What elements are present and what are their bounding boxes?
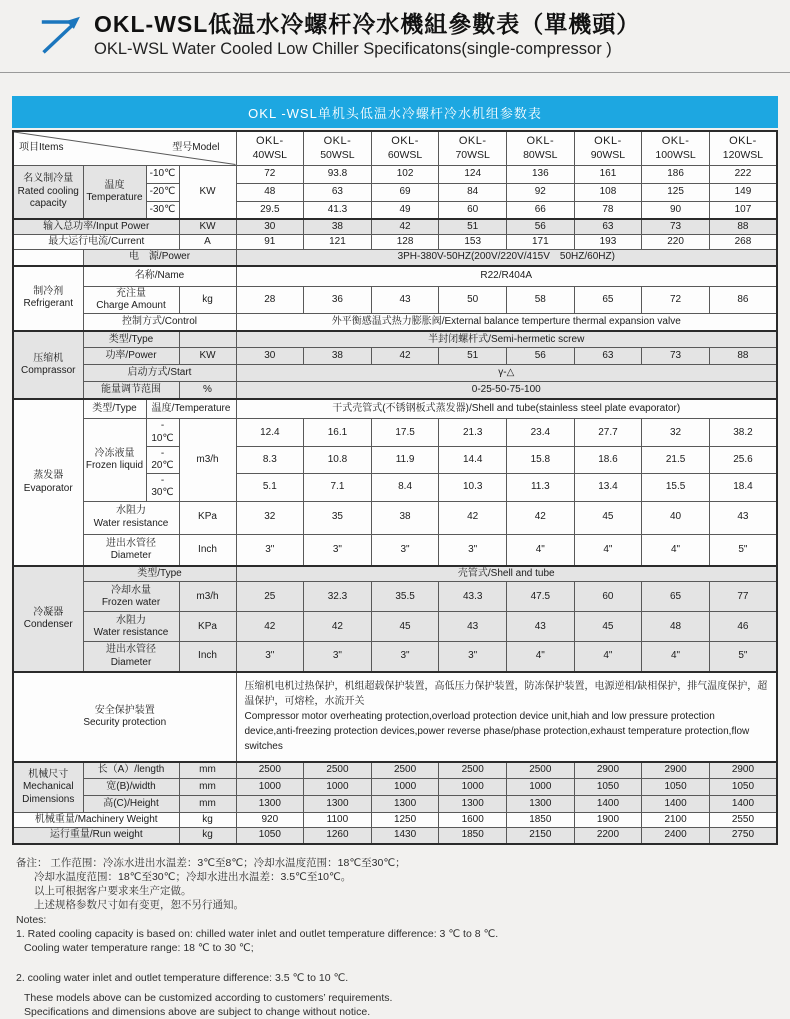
value-cell: 1000 (507, 779, 575, 796)
value-cell: 36 (304, 287, 372, 314)
value-cell: 69 (371, 183, 439, 201)
value-cell: 2900 (574, 762, 642, 779)
value-cell: 21.5 (642, 446, 710, 473)
value-cell: 3" (439, 642, 507, 672)
row-label: KW (179, 219, 236, 235)
row-label: 类型/Type (83, 331, 179, 348)
value-cell: 2400 (642, 828, 710, 844)
model-header: OKL- 80WSL (507, 131, 575, 165)
value-cell: 128 (371, 235, 439, 250)
row-label: 安全保护装置 Security protection (13, 672, 236, 762)
value-cell: 2500 (371, 762, 439, 779)
value-cell: 153 (439, 235, 507, 250)
row-label: 控制方式/Control (83, 314, 236, 331)
row-label: 冷凝器 Condenser (13, 566, 83, 672)
value-cell: 84 (439, 183, 507, 201)
value-cell: 10.3 (439, 474, 507, 501)
row-label: 温度/Temperature (146, 399, 236, 419)
value-cell: 42 (507, 501, 575, 534)
table-banner: OKL -WSL单机头低温水冷螺杆冷水机组参数表 (12, 96, 778, 128)
model-label: 型号Model (172, 142, 220, 154)
span-value-cell: 干式壳管式(不锈钢板式蒸发器)/Shell and tube(stainless steel plate evaporator) (236, 399, 777, 419)
value-cell: 1050 (642, 779, 710, 796)
value-cell: 1600 (439, 813, 507, 828)
value-cell: 43 (507, 612, 575, 642)
value-cell: 1050 (236, 828, 304, 844)
value-cell: 3" (236, 642, 304, 672)
value-cell: 66 (507, 201, 575, 219)
row-label: KPa (179, 501, 236, 534)
row-label: 类型/Type (83, 399, 146, 419)
model-header: OKL- 50WSL (304, 131, 372, 165)
row-label: -30℃ (146, 201, 179, 219)
title-block (94, 10, 640, 59)
note-line: 2. cooling water inlet and outlet temperature difference: 3.5 ℃ to 10 ℃. (16, 972, 349, 985)
value-cell: 4" (507, 534, 575, 566)
value-cell: 2500 (507, 762, 575, 779)
spec-table (12, 130, 778, 845)
value-cell: 5.1 (236, 474, 304, 501)
value-cell: 2900 (642, 762, 710, 779)
value-cell: 149 (709, 183, 777, 201)
value-cell: 1900 (574, 813, 642, 828)
value-cell: 56 (507, 348, 575, 365)
row-label: 名义制冷量 Rated cooling capacity (13, 165, 83, 219)
value-cell: 51 (439, 348, 507, 365)
value-cell: 43 (371, 287, 439, 314)
span-value-cell: 壳管式/Shell and tube (236, 566, 777, 582)
value-cell: 3" (371, 534, 439, 566)
value-cell: 42 (236, 612, 304, 642)
value-cell: 73 (642, 348, 710, 365)
value-cell: 48 (236, 183, 304, 201)
value-cell: 93.8 (304, 165, 372, 183)
value-cell: 35 (304, 501, 372, 534)
value-cell: 92 (507, 183, 575, 201)
row-label (13, 250, 83, 266)
value-cell: 32 (236, 501, 304, 534)
row-label: % (179, 382, 236, 399)
value-cell: 4" (642, 642, 710, 672)
row-label: - 20℃ (146, 446, 179, 473)
value-cell: 1850 (507, 813, 575, 828)
row-label: 最大运行电流/Current (13, 235, 179, 250)
row-label: - 30℃ (146, 474, 179, 501)
span-value-cell: 压缩机电机过热保护，机组超载保护装置，高低压力保护装置，防冻保护装置，电源逆相/缺相保护，排气温度保护，超温保护，可熔栓，水流开关 Compressor motor overheating protection,overload protection device unit,hiah and low pressure protection device,anti-freezing protection devices,power reverse phase/phase protection,exhaust temperature protection,flow switches (236, 672, 777, 762)
value-cell: 8.3 (236, 446, 304, 473)
value-cell: 2550 (709, 813, 777, 828)
value-cell: 2900 (709, 762, 777, 779)
row-label: 蒸发器 Evaporator (13, 399, 83, 566)
model-header: OKL- 100WSL (642, 131, 710, 165)
value-cell: 1430 (371, 828, 439, 844)
value-cell: 4" (642, 534, 710, 566)
value-cell: 107 (709, 201, 777, 219)
row-label: Inch (179, 534, 236, 566)
row-label: mm (179, 762, 236, 779)
span-value-cell: 半封闭螺杆式/Semi-hermetic screw (236, 331, 777, 348)
value-cell: 11.3 (507, 474, 575, 501)
value-cell: 30 (236, 219, 304, 235)
row-label: 类型/Type (83, 566, 236, 582)
row-label: A (179, 235, 236, 250)
row-label: 运行重量/Run weight (13, 828, 179, 844)
value-cell: 13.4 (574, 474, 642, 501)
value-cell: 1400 (642, 796, 710, 813)
page-header (0, 0, 790, 60)
value-cell: 222 (709, 165, 777, 183)
value-cell: 38 (304, 348, 372, 365)
value-cell: 108 (574, 183, 642, 201)
value-cell: 1300 (304, 796, 372, 813)
value-cell: 121 (304, 235, 372, 250)
value-cell: 5" (709, 534, 777, 566)
value-cell: 56 (507, 219, 575, 235)
row-label: 高(C)/Height (83, 796, 179, 813)
span-value-cell: R22/R404A (236, 266, 777, 287)
value-cell: 1850 (439, 828, 507, 844)
row-label: 水阻力 Water resistance (83, 501, 179, 534)
row-label: 进出水管径 Diameter (83, 534, 179, 566)
value-cell: 16.1 (304, 419, 372, 446)
value-cell: 1260 (304, 828, 372, 844)
row-label: kg (179, 828, 236, 844)
row-label: 冷却水量 Frozen water (83, 582, 179, 612)
model-header: OKL- 40WSL (236, 131, 304, 165)
value-cell: 220 (642, 235, 710, 250)
value-cell: 920 (236, 813, 304, 828)
value-cell: 78 (574, 201, 642, 219)
value-cell: 50 (439, 287, 507, 314)
value-cell: 1000 (304, 779, 372, 796)
row-label: 压缩机 Comprassor (13, 331, 83, 399)
note-line: Cooling water temperature range: 18 ℃ to 30 ℃; (24, 942, 254, 955)
value-cell: 1000 (236, 779, 304, 796)
row-label: kg (179, 287, 236, 314)
value-cell: 1250 (371, 813, 439, 828)
value-cell: 1300 (507, 796, 575, 813)
row-label: 功率/Power (83, 348, 179, 365)
value-cell: 49 (371, 201, 439, 219)
value-cell: 1300 (371, 796, 439, 813)
value-cell: 15.5 (642, 474, 710, 501)
spec-table-wrapper (12, 130, 778, 845)
model-header: OKL- 70WSL (439, 131, 507, 165)
span-value-cell: 3PH-380V-50HZ(200V/220V/415V 50HZ/60HZ) (236, 250, 777, 266)
row-label: KW (179, 348, 236, 365)
value-cell: 2200 (574, 828, 642, 844)
value-cell: 77 (709, 582, 777, 612)
value-cell: 65 (574, 287, 642, 314)
value-cell: 60 (439, 201, 507, 219)
row-label: 制冷剂 Refrigerant (13, 266, 83, 331)
value-cell: 1300 (236, 796, 304, 813)
row-label: KPa (179, 612, 236, 642)
note-line: 1. Rated cooling capacity is based on: chilled water inlet and outlet temperature difference: 3 ℃ to 8 ℃. (16, 927, 499, 940)
row-label: 机械重量/Machinery Weight (13, 813, 179, 828)
value-cell: 73 (642, 219, 710, 235)
span-value-cell: 外平衡感温式热力膨胀阀/External balance temperture thermal expansion valve (236, 314, 777, 331)
row-label: -10℃ (146, 165, 179, 183)
row-label: 水阻力 Water resistance (83, 612, 179, 642)
value-cell: 30 (236, 348, 304, 365)
value-cell: 5" (709, 642, 777, 672)
row-label: m3/h (179, 419, 236, 501)
note-line: Notes: (16, 913, 47, 926)
row-label: 温度 Temperature (83, 165, 146, 219)
row-label: Inch (179, 642, 236, 672)
notes-section (16, 856, 776, 1019)
value-cell: 43.3 (439, 582, 507, 612)
value-cell: 21.3 (439, 419, 507, 446)
value-cell: 47.5 (507, 582, 575, 612)
row-label: mm (179, 796, 236, 813)
row-label: 机械尺寸 Mechanical Dimensions (13, 762, 83, 813)
value-cell: 3" (439, 534, 507, 566)
page-subtitle: OKL-WSL Water Cooled Low Chiller Specificatons(single-compressor ) (94, 39, 612, 58)
row-label: 名称/Name (83, 266, 236, 287)
span-value-cell: γ-△ (236, 365, 777, 382)
value-cell: 7.1 (304, 474, 372, 501)
note-line: 以上可根据客户要求来生产定做。 (34, 885, 192, 898)
value-cell: 65 (642, 582, 710, 612)
value-cell: 124 (439, 165, 507, 183)
value-cell: 18.4 (709, 474, 777, 501)
value-cell: 171 (507, 235, 575, 250)
header-divider (0, 72, 790, 73)
row-label: -20℃ (146, 183, 179, 201)
value-cell: 2500 (439, 762, 507, 779)
value-cell: 17.5 (371, 419, 439, 446)
note-line: 上述规格参数尺寸如有变更，恕不另行通知。 (34, 899, 244, 912)
value-cell: 1400 (574, 796, 642, 813)
value-cell: 38.2 (709, 419, 777, 446)
value-cell: 1050 (574, 779, 642, 796)
row-label: 电 源/Power (83, 250, 236, 266)
value-cell: 32.3 (304, 582, 372, 612)
value-cell: 1000 (439, 779, 507, 796)
note-line: These models above can be customized according to customers’ requirements. (24, 991, 393, 1004)
value-cell: 38 (371, 501, 439, 534)
value-cell: 63 (304, 183, 372, 201)
value-cell: 4" (574, 534, 642, 566)
value-cell: 28 (236, 287, 304, 314)
value-cell: 35.5 (371, 582, 439, 612)
value-cell: 25 (236, 582, 304, 612)
value-cell: 2500 (304, 762, 372, 779)
value-cell: 27.7 (574, 419, 642, 446)
value-cell: 2500 (236, 762, 304, 779)
value-cell: 91 (236, 235, 304, 250)
value-cell: 161 (574, 165, 642, 183)
value-cell: 4" (507, 642, 575, 672)
row-label: - 10℃ (146, 419, 179, 446)
value-cell: 186 (642, 165, 710, 183)
value-cell: 48 (642, 612, 710, 642)
value-cell: 1400 (709, 796, 777, 813)
row-label: 充注量 Charge Amount (83, 287, 179, 314)
value-cell: 63 (574, 348, 642, 365)
value-cell: 14.4 (439, 446, 507, 473)
value-cell: 1300 (439, 796, 507, 813)
arrow-up-right-icon (34, 10, 86, 60)
value-cell: 3" (236, 534, 304, 566)
value-cell: 10.8 (304, 446, 372, 473)
value-cell: 15.8 (507, 446, 575, 473)
value-cell: 43 (439, 612, 507, 642)
row-label: 进出水管径 Diameter (83, 642, 179, 672)
value-cell: 268 (709, 235, 777, 250)
value-cell: 45 (371, 612, 439, 642)
value-cell: 4" (574, 642, 642, 672)
value-cell: 102 (371, 165, 439, 183)
page-title: OKL-WSL低温水冷螺杆冷水機組參數表（單機頭） (94, 11, 641, 37)
value-cell: 45 (574, 612, 642, 642)
value-cell: 1100 (304, 813, 372, 828)
row-label: 能量调节范围 (83, 382, 179, 399)
value-cell: 42 (371, 348, 439, 365)
corner-cell (13, 131, 236, 165)
value-cell: 42 (371, 219, 439, 235)
row-label: kg (179, 813, 236, 828)
value-cell: 8.4 (371, 474, 439, 501)
value-cell: 1000 (371, 779, 439, 796)
value-cell: 3" (371, 642, 439, 672)
spec-table-body (13, 131, 777, 844)
value-cell: 2100 (642, 813, 710, 828)
value-cell: 2150 (507, 828, 575, 844)
span-value-cell: 0-25-50-75-100 (236, 382, 777, 399)
value-cell: 11.9 (371, 446, 439, 473)
value-cell: 88 (709, 219, 777, 235)
value-cell: 88 (709, 348, 777, 365)
value-cell: 2750 (709, 828, 777, 844)
value-cell: 86 (709, 287, 777, 314)
value-cell: 23.4 (507, 419, 575, 446)
row-label: 输入总功率/Input Power (13, 219, 179, 235)
value-cell: 72 (236, 165, 304, 183)
value-cell: 12.4 (236, 419, 304, 446)
value-cell: 60 (574, 582, 642, 612)
value-cell: 1050 (709, 779, 777, 796)
note-line: 冷却水温度范围：18℃至30℃；冷却水进出水温差：3.5℃至10℃。 (34, 870, 352, 883)
row-label: m3/h (179, 582, 236, 612)
value-cell: 18.6 (574, 446, 642, 473)
value-cell: 193 (574, 235, 642, 250)
value-cell: 3" (304, 642, 372, 672)
value-cell: 25.6 (709, 446, 777, 473)
value-cell: 43 (709, 501, 777, 534)
row-label: KW (179, 165, 236, 219)
value-cell: 42 (304, 612, 372, 642)
value-cell: 29.5 (236, 201, 304, 219)
row-label: 宽(B)/width (83, 779, 179, 796)
items-label: 项目Items (19, 142, 64, 154)
value-cell: 42 (439, 501, 507, 534)
value-cell: 51 (439, 219, 507, 235)
value-cell: 46 (709, 612, 777, 642)
row-label: 长（A）/length (83, 762, 179, 779)
value-cell: 58 (507, 287, 575, 314)
value-cell: 72 (642, 287, 710, 314)
value-cell: 45 (574, 501, 642, 534)
value-cell: 38 (304, 219, 372, 235)
model-header: OKL- 120WSL (709, 131, 777, 165)
row-label: mm (179, 779, 236, 796)
row-label: 启动方式/Start (83, 365, 236, 382)
value-cell: 136 (507, 165, 575, 183)
note-line: Specifications and dimensions above are subject to change without notice. (24, 1006, 371, 1019)
row-label (179, 331, 236, 348)
row-label: 冷冻液量 Frozen liquid (83, 419, 146, 501)
value-cell: 32 (642, 419, 710, 446)
model-header: OKL- 90WSL (574, 131, 642, 165)
value-cell: 41.3 (304, 201, 372, 219)
value-cell: 3" (304, 534, 372, 566)
value-cell: 63 (574, 219, 642, 235)
value-cell: 40 (642, 501, 710, 534)
model-header: OKL- 60WSL (371, 131, 439, 165)
value-cell: 125 (642, 183, 710, 201)
value-cell: 90 (642, 201, 710, 219)
note-line: 备注： 工作范围：冷冻水进出水温差：3℃至8℃；冷却水温度范围：18℃至30℃； (16, 856, 406, 869)
